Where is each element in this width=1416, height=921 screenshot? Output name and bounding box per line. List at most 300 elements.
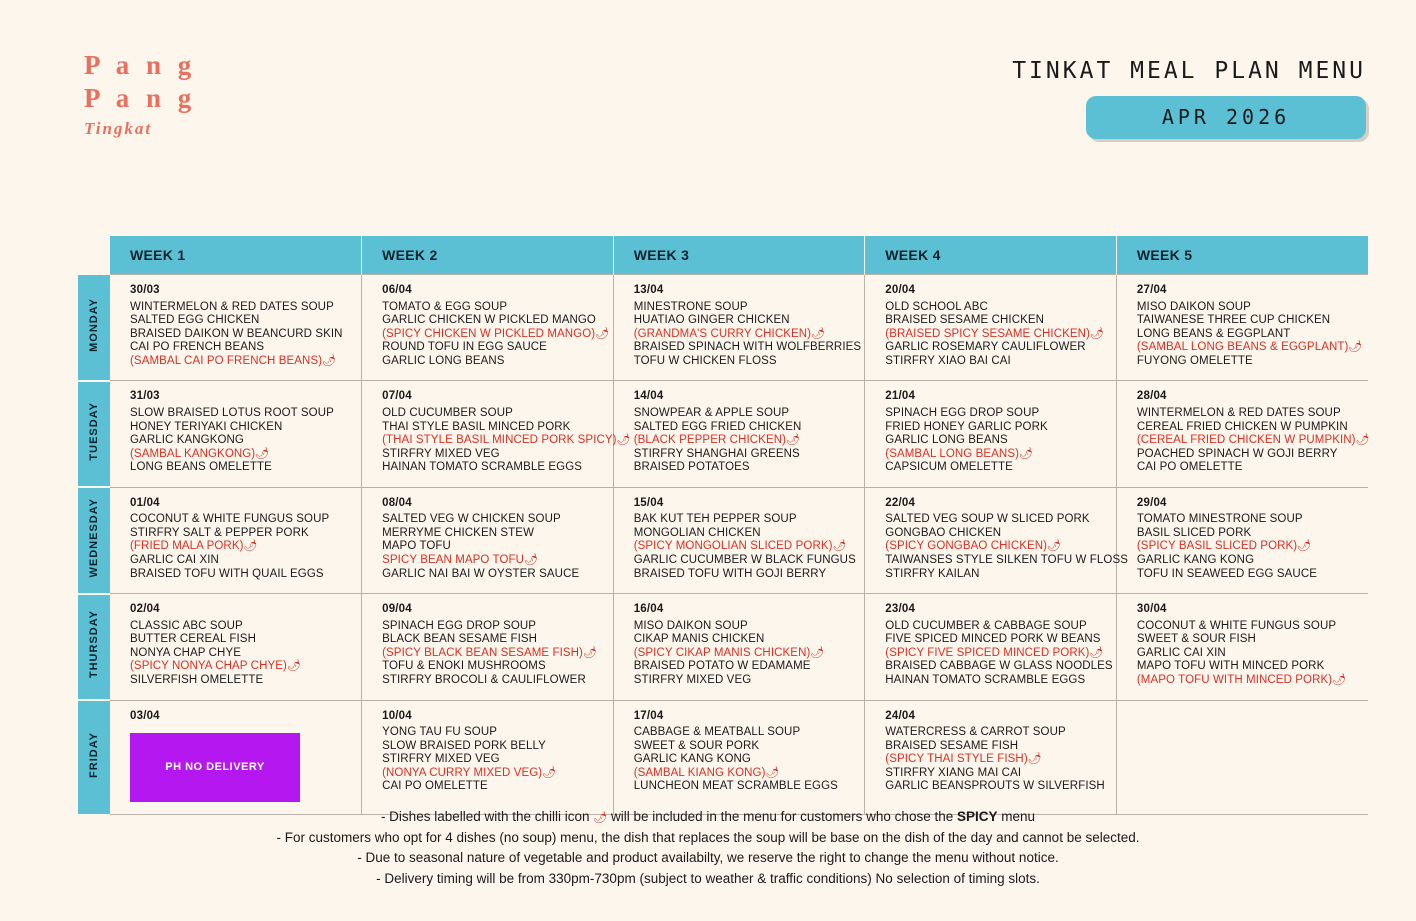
menu-dish-text: (SAMBAL LONG BEANS) <box>885 447 1020 460</box>
menu-dish-text: WINTERMELON & RED DATES SOUP <box>1136 406 1341 419</box>
menu-dish-text: MAPO TOFU WITH MINCED PORK <box>1136 660 1325 673</box>
menu-dish-text: CAPSICUM OMELETTE <box>885 461 1013 474</box>
menu-dish-text: (GRANDMA'S CURRY CHICKEN) <box>633 327 812 340</box>
chilli-icon: 🌶 <box>583 646 598 659</box>
menu-dish <box>130 355 347 369</box>
brand-line-2: P a n g <box>84 83 197 113</box>
menu-dish <box>885 674 1102 688</box>
menu-dish-text: BRAISED TOFU WITH GOJI BERRY <box>633 567 827 580</box>
menu-dish-text: CAI PO FRENCH BEANS <box>130 341 265 354</box>
menu-dish <box>382 568 599 582</box>
menu-cell <box>613 487 865 593</box>
menu-row-friday <box>78 700 1368 815</box>
menu-dish-text: SWEET & SOUR FISH <box>1136 633 1256 646</box>
menu-dish-text: LONG BEANS & EGGPLANT <box>1136 327 1291 340</box>
chilli-icon: 🌶 <box>1090 327 1105 340</box>
menu-dish <box>634 753 851 767</box>
menu-dish-text: (SPICY CIKAP MANIS CHICKEN) <box>633 646 811 659</box>
menu-dish-text: GARLIC CUCUMBER W BLACK FUNGUS <box>633 554 856 566</box>
menu-dish <box>885 780 1105 794</box>
menu-date: 09/04 <box>382 603 412 616</box>
menu-dish <box>382 314 599 328</box>
menu-dish <box>1137 328 1354 342</box>
menu-dish <box>1136 341 1363 355</box>
menu-dish-text: STIRFRY SHANGHAI GREENS <box>633 447 800 460</box>
menu-dish-text: STIRFRY KAILAN <box>885 567 980 580</box>
day-label-text: WEDNESDAY <box>88 498 100 578</box>
menu-dish-text: GARLIC CHICKEN W PICKLED MANGO <box>382 314 596 327</box>
menu-cell <box>110 594 362 700</box>
menu-dish-text: CABBAGE & MEATBALL SOUP <box>633 726 801 739</box>
menu-dish <box>382 448 599 462</box>
menu-dish-text: LUNCHEON MEAT SCRAMBLE EGGS <box>633 780 838 793</box>
menu-cell <box>1116 487 1368 593</box>
menu-dish <box>1137 660 1354 674</box>
menu-dish <box>633 341 862 355</box>
menu-dish-text: MONGOLIAN CHICKEN <box>633 526 761 539</box>
menu-date: 29/04 <box>1136 496 1167 509</box>
menu-dish-text: (SAMBAL KANGKONG) <box>130 447 256 460</box>
menu-row-monday <box>78 275 1368 381</box>
menu-dish <box>1137 461 1354 475</box>
menu-dish <box>382 753 599 767</box>
menu-dish <box>634 513 851 527</box>
menu-dish-text: SWEET & SOUR PORK <box>633 739 760 752</box>
menu-date: 27/04 <box>1136 284 1167 296</box>
page-title: TINKAT MEAL PLAN MENU <box>1012 58 1366 84</box>
menu-dish <box>130 554 347 568</box>
menu-dish-text: BRAISED SESAME FISH <box>885 739 1019 752</box>
menu-dish-text: SPINACH EGG DROP SOUP <box>885 406 1040 419</box>
menu-dish-text: TOMATO & EGG SOUP <box>382 300 508 313</box>
menu-dish-text: GARLIC KANG KONG <box>1136 554 1255 566</box>
menu-dish-text: (SAMBAL KIANG KONG) <box>633 766 766 779</box>
menu-cell <box>362 594 614 700</box>
menu-dish <box>382 647 599 661</box>
menu-dish <box>130 448 347 462</box>
day-label-thursday <box>78 594 110 700</box>
menu-dish-text: (SAMBAL LONG BEANS & EGGPLANT) <box>1136 341 1349 354</box>
footer-line-1b: will be included in the menu for customers who chose the <box>611 809 954 824</box>
menu-table <box>78 236 1368 816</box>
chilli-icon: 🌶 <box>286 660 302 673</box>
menu-dish-text: SPINACH EGG DROP SOUP <box>382 619 537 632</box>
menu-dish-text: TAIWANESE THREE CUP CHICKEN <box>1136 314 1331 327</box>
menu-dish <box>382 341 599 355</box>
chilli-icon: 🌶 <box>810 646 825 659</box>
menu-row-thursday <box>78 594 1368 700</box>
menu-dish-text: (SAMBAL CAI PO FRENCH BEANS) <box>130 354 323 367</box>
menu-date: 22/04 <box>885 496 916 509</box>
menu-dish-text: GARLIC ROSEMARY CAULIFLOWER <box>885 341 1086 354</box>
menu-cell <box>362 487 614 593</box>
menu-dish-text: BLACK BEAN SESAME FISH <box>382 633 538 646</box>
menu-dish <box>382 421 599 435</box>
menu-date: 10/04 <box>382 709 412 722</box>
menu-dish <box>634 421 851 435</box>
menu-dish <box>382 767 599 781</box>
menu-dish <box>634 674 851 688</box>
day-label-text: MONDAY <box>88 297 100 352</box>
menu-dish-text: GARLIC BEANSPROUTS W SILVERFISH <box>885 780 1105 793</box>
menu-dish-text: STIRFRY XIANG MAI CAI <box>885 766 1022 779</box>
menu-dish-text: MISO DAIKON SOUP <box>1136 300 1251 313</box>
menu-dish <box>130 341 347 355</box>
menu-dish <box>1137 647 1354 661</box>
menu-dish <box>634 780 851 794</box>
menu-dish <box>130 434 347 448</box>
menu-dish-text: MISO DAIKON SOUP <box>633 619 748 632</box>
menu-dish-text: SPICY BEAN MAPO TOFU <box>382 554 525 566</box>
menu-dish <box>1137 527 1354 541</box>
menu-cell <box>865 594 1117 700</box>
chilli-icon: 🌶 <box>616 434 631 447</box>
month-badge-wrapper <box>1086 96 1366 139</box>
menu-dish-text: MINESTRONE SOUP <box>633 300 748 313</box>
menu-dish <box>382 633 599 647</box>
menu-dish <box>130 301 347 315</box>
menu-dish <box>634 633 851 647</box>
chilli-icon: 🌶 <box>1089 646 1104 659</box>
chilli-icon: 🌶 <box>1027 753 1042 766</box>
menu-dish-text: BASIL SLICED PORK <box>1136 526 1252 539</box>
menu-dish <box>634 660 851 674</box>
menu-dish-text: WINTERMELON & RED DATES SOUP <box>130 300 334 313</box>
menu-dish <box>1137 314 1354 328</box>
chilli-icon: 🌶 <box>1019 447 1034 460</box>
menu-dish <box>634 740 851 754</box>
menu-dish-text: NONYA CHAP CHYE <box>130 646 241 659</box>
menu-dish <box>885 620 1102 634</box>
menu-date: 17/04 <box>633 709 664 722</box>
menu-dish-text: COCONUT & WHITE FUNGUS SOUP <box>1136 619 1337 632</box>
chilli-icon: 🌶 <box>243 540 258 553</box>
menu-dish-text: (SPICY NONYA CHAP CHYE) <box>130 660 287 673</box>
menu-dish-text: (MAPO TOFU WITH MINCED PORK) <box>1136 673 1333 686</box>
menu-dish <box>634 568 851 582</box>
menu-dish-text: SLOW BRAISED LOTUS ROOT SOUP <box>130 406 334 419</box>
menu-cell <box>613 700 865 815</box>
menu-dish-text: (SPICY FIVE SPICED MINCED PORK) <box>885 646 1090 659</box>
menu-cell <box>362 700 614 815</box>
footer-notes <box>0 808 1416 891</box>
menu-dish <box>634 355 851 369</box>
menu-dish <box>1137 407 1354 421</box>
week-header-3: WEEK 3 <box>613 236 865 275</box>
menu-dish <box>634 301 851 315</box>
menu-dish <box>1137 301 1354 315</box>
menu-dish-text: COCONUT & WHITE FUNGUS SOUP <box>130 513 330 526</box>
menu-dish <box>130 568 347 582</box>
menu-dish-text: SALTED VEG SOUP W SLICED PORK <box>885 513 1090 526</box>
menu-dish-text: STIRFRY MIXED VEG <box>382 447 500 460</box>
footer-line-1c: menu <box>1001 809 1036 824</box>
menu-dish <box>885 740 1102 754</box>
menu-dish <box>1137 568 1354 582</box>
menu-dish <box>634 767 851 781</box>
menu-dish-text: BUTTER CEREAL FISH <box>130 633 256 646</box>
menu-dish <box>382 674 599 688</box>
menu-date: 01/04 <box>130 496 160 509</box>
menu-date: 30/04 <box>1136 603 1167 616</box>
day-label-monday <box>78 275 110 381</box>
menu-dish-text: YONG TAU FU SOUP <box>382 726 498 739</box>
menu-dish <box>885 633 1102 647</box>
brand-line-1: P a n g <box>84 50 197 80</box>
menu-dish-text: SNOWPEAR & APPLE SOUP <box>633 406 790 419</box>
menu-cell <box>1116 381 1368 487</box>
menu-dish-text: SALTED EGG FRIED CHICKEN <box>633 420 802 433</box>
menu-dish <box>382 327 610 342</box>
chilli-icon: 🌶 <box>255 447 270 460</box>
menu-dish-text: BRAISED POTATO W EDAMAME <box>633 660 811 673</box>
week-header-1: WEEK 1 <box>110 236 362 275</box>
menu-dish-text: MERRYME CHICKEN STEW <box>382 526 535 539</box>
footer-line-2: - For customers who opt for 4 dishes (no soup) menu, the dish that replaces the soup will be base on the dish of the day and cannot be selected. <box>276 829 1140 845</box>
menu-date: 08/04 <box>382 496 412 509</box>
menu-cell <box>110 275 362 381</box>
day-label-text: TUESDAY <box>88 402 100 461</box>
menu-dish <box>1137 421 1354 435</box>
menu-dish-text: TOFU W CHICKEN FLOSS <box>633 354 777 367</box>
menu-dish <box>130 540 347 554</box>
menu-cell <box>865 381 1117 487</box>
menu-dish <box>130 421 347 435</box>
menu-dish-text: FIVE SPICED MINCED PORK W BEANS <box>885 633 1101 646</box>
footer-line-4: - Delivery timing will be from 330pm-730pm (subject to weather & traffic conditions) No selection of timing slots. <box>376 870 1040 886</box>
menu-dish <box>382 780 599 794</box>
menu-date: 21/04 <box>885 390 916 403</box>
menu-dish-text: (FRIED MALA PORK) <box>130 540 244 553</box>
menu-dish <box>1137 633 1354 647</box>
footer-spicy-label: SPICY <box>957 809 998 824</box>
menu-dish-text: GARLIC LONG BEANS <box>382 354 505 367</box>
menu-dish-text: (SPICY MONGOLIAN SLICED PORK) <box>633 540 833 553</box>
menu-dish <box>130 314 347 328</box>
menu-dish <box>885 726 1102 740</box>
menu-date: 31/03 <box>130 390 160 403</box>
footer-line-1 <box>0 808 1416 827</box>
menu-dish-text: STIRFRY MIXED VEG <box>382 753 500 766</box>
chilli-icon: 🌶 <box>1355 434 1370 447</box>
menu-dish <box>885 568 1102 582</box>
menu-dish <box>634 540 851 554</box>
menu-dish <box>382 407 599 421</box>
no-delivery-notice: PH NO DELIVERY <box>130 733 300 802</box>
menu-dish <box>634 647 851 661</box>
menu-dish <box>885 448 1102 462</box>
day-label-text: THURSDAY <box>88 610 100 679</box>
menu-dish <box>382 434 631 448</box>
menu-dish-text: GONGBAO CHICKEN <box>885 526 1002 539</box>
menu-dish-text: BRAISED DAIKON W BEANCURD SKIN <box>130 327 343 340</box>
menu-dish <box>130 513 347 527</box>
chilli-icon: 🌶 <box>765 766 780 779</box>
menu-dish-text: HAINAN TOMATO SCRAMBLE EGGS <box>885 673 1086 686</box>
brand-subtitle: Tingkat <box>84 119 153 138</box>
menu-dish-text: STIRFRY BROCOLI & CAULIFLOWER <box>382 673 586 686</box>
menu-cell <box>362 275 614 381</box>
menu-dish <box>382 513 599 527</box>
menu-dish-text: STIRFRY SALT & PEPPER PORK <box>130 526 309 539</box>
menu-dish-text: OLD CUCUMBER SOUP <box>382 406 513 419</box>
menu-dish <box>1137 620 1354 634</box>
menu-date: 30/03 <box>130 284 160 296</box>
menu-cell <box>110 700 362 815</box>
menu-cell <box>613 381 865 487</box>
menu-dish <box>1137 355 1354 369</box>
menu-cell <box>1116 700 1368 815</box>
chilli-icon: 🌶 <box>595 327 610 340</box>
menu-date: 03/04 <box>130 709 160 722</box>
menu-dish <box>885 647 1102 661</box>
menu-dish <box>633 554 856 568</box>
menu-dish <box>1137 674 1354 688</box>
menu-dish-text: BRAISED SESAME CHICKEN <box>885 314 1045 327</box>
menu-dish-text: BRAISED POTATOES <box>633 461 750 474</box>
menu-dish-text: SLOW BRAISED PORK BELLY <box>382 739 546 752</box>
menu-dish-text: CAI PO OMELETTE <box>382 780 488 793</box>
footer-line-1a: - Dishes labelled with the chilli icon <box>380 809 590 824</box>
menu-dish-text: (SPICY THAI STYLE FISH) <box>885 753 1028 766</box>
menu-date: 06/04 <box>382 284 412 296</box>
menu-dish <box>382 726 599 740</box>
menu-dish <box>382 620 599 634</box>
menu-dish-text: CEREAL FRIED CHICKEN W PUMPKIN <box>1136 420 1348 433</box>
menu-dish <box>634 314 851 328</box>
menu-dish <box>1137 448 1354 462</box>
menu-dish-text: TOFU IN SEAWEED EGG SAUCE <box>1136 567 1318 580</box>
menu-dish-text: GARLIC CAI XIN <box>130 554 219 566</box>
menu-dish <box>885 753 1102 767</box>
week-header-row <box>78 236 1368 275</box>
menu-dish <box>130 647 347 661</box>
menu-cell <box>613 594 865 700</box>
menu-dish-text: SALTED EGG CHICKEN <box>130 314 260 327</box>
menu-dish-text: (SPICY BASIL SLICED PORK) <box>1136 540 1298 553</box>
menu-dish-text: BAK KUT TEH PEPPER SOUP <box>633 513 797 526</box>
menu-date: 14/04 <box>633 390 664 403</box>
menu-cell <box>613 275 865 381</box>
menu-dish-text: HUATIAO GINGER CHICKEN <box>633 314 790 327</box>
menu-dish-text: BRAISED SPINACH WITH WOLFBERRIES <box>633 341 862 354</box>
menu-date: 20/04 <box>885 284 916 296</box>
menu-dish-text: (SPICY CHICKEN W PICKLED MANGO) <box>382 327 596 340</box>
menu-dish-text: (CEREAL FRIED CHICKEN W PUMPKIN) <box>1136 434 1356 447</box>
chilli-icon: 🌶 <box>542 766 557 779</box>
chilli-icon: 🌶 <box>832 540 847 553</box>
chilli-icon: 🌶 <box>322 354 337 367</box>
menu-dish-text: STIRFRY XIAO BAI CAI <box>885 354 1011 367</box>
menu-dish <box>130 407 347 421</box>
menu-cell <box>110 487 362 593</box>
menu-dish-text: OLD CUCUMBER & CABBAGE SOUP <box>885 619 1087 632</box>
chilli-icon: 🌶 <box>1348 341 1363 354</box>
menu-dish <box>885 314 1102 328</box>
menu-dish <box>885 540 1102 554</box>
menu-dish <box>130 620 347 634</box>
menu-dish-text: OLD SCHOOL ABC <box>885 300 988 313</box>
menu-dish <box>382 355 599 369</box>
menu-dish-text: (BLACK PEPPER CHICKEN) <box>633 434 787 447</box>
menu-dish <box>885 421 1102 435</box>
menu-dish <box>130 633 347 647</box>
menu-cell <box>1116 275 1368 381</box>
menu-dish <box>382 461 599 475</box>
menu-dish-text: TOMATO MINESTRONE SOUP <box>1136 513 1303 526</box>
menu-dish <box>634 461 851 475</box>
menu-dish <box>130 527 347 541</box>
menu-dish-text: GARLIC KANG KONG <box>633 753 751 766</box>
menu-dish <box>885 341 1102 355</box>
menu-dish <box>885 554 1128 568</box>
menu-date: 15/04 <box>633 496 664 509</box>
menu-dish-text: ROUND TOFU IN EGG SAUCE <box>382 341 547 354</box>
menu-dish <box>382 740 599 754</box>
week-header-5: WEEK 5 <box>1116 236 1368 275</box>
menu-dish <box>634 726 851 740</box>
menu-dish <box>885 301 1102 315</box>
menu-dish-text: SALTED VEG W CHICKEN SOUP <box>382 513 561 526</box>
menu-cell <box>362 381 631 487</box>
brand-logo <box>84 52 196 137</box>
menu-dish-text: (SPICY BLACK BEAN SESAME FISH) <box>382 646 583 659</box>
menu-dish <box>634 328 851 342</box>
menu-dish <box>885 513 1102 527</box>
menu-dish <box>885 355 1102 369</box>
day-label-wednesday <box>78 487 110 593</box>
menu-date: 28/04 <box>1136 390 1167 403</box>
menu-calendar <box>78 236 1368 816</box>
menu-dish-text: HONEY TERIYAKI CHICKEN <box>130 420 283 433</box>
menu-dish-text: BRAISED TOFU WITH QUAIL EGGS <box>130 567 324 580</box>
week-header-2: WEEK 2 <box>362 236 614 275</box>
menu-dish <box>634 434 851 448</box>
menu-dish-text: GARLIC NAI BAI W OYSTER SAUCE <box>382 567 580 580</box>
menu-dish-text: WATERCRESS & CARROT SOUP <box>885 726 1066 739</box>
menu-dish <box>382 554 599 568</box>
chilli-icon: 🌶 <box>786 434 801 447</box>
menu-row-tuesday <box>78 381 1368 487</box>
menu-dish <box>1136 434 1370 448</box>
week-header-4: WEEK 4 <box>865 236 1117 275</box>
menu-cell <box>865 275 1117 381</box>
menu-dish <box>130 328 347 342</box>
day-label-friday <box>78 700 110 815</box>
menu-dish-text: CIKAP MANIS CHICKEN <box>633 633 765 646</box>
menu-dish <box>885 407 1102 421</box>
menu-dish-text: LONG BEANS OMELETTE <box>130 461 272 474</box>
menu-dish-text: BRAISED CABBAGE W GLASS NOODLES <box>885 660 1113 673</box>
menu-dish-text: FRIED HONEY GARLIC PORK <box>885 420 1048 433</box>
menu-dish-text: MAPO TOFU <box>382 540 451 553</box>
chilli-icon: 🌶 <box>524 554 539 566</box>
table-body <box>78 275 1368 815</box>
chilli-icon: 🌶 <box>1297 540 1312 553</box>
menu-date: 23/04 <box>885 603 916 616</box>
menu-dish-text: CLASSIC ABC SOUP <box>130 619 243 632</box>
chilli-icon: 🌶 <box>811 327 826 340</box>
menu-dish-text: STIRFRY MIXED VEG <box>633 673 752 686</box>
menu-cell <box>865 700 1117 815</box>
menu-dish-text: FUYONG OMELETTE <box>1136 354 1253 367</box>
menu-dish-text: (SPICY GONGBAO CHICKEN) <box>885 540 1048 553</box>
menu-dish <box>1137 554 1354 568</box>
menu-dish <box>885 660 1113 674</box>
menu-dish-text: GARLIC CAI XIN <box>1136 646 1226 659</box>
menu-cell <box>865 487 1128 593</box>
menu-dish <box>885 434 1102 448</box>
